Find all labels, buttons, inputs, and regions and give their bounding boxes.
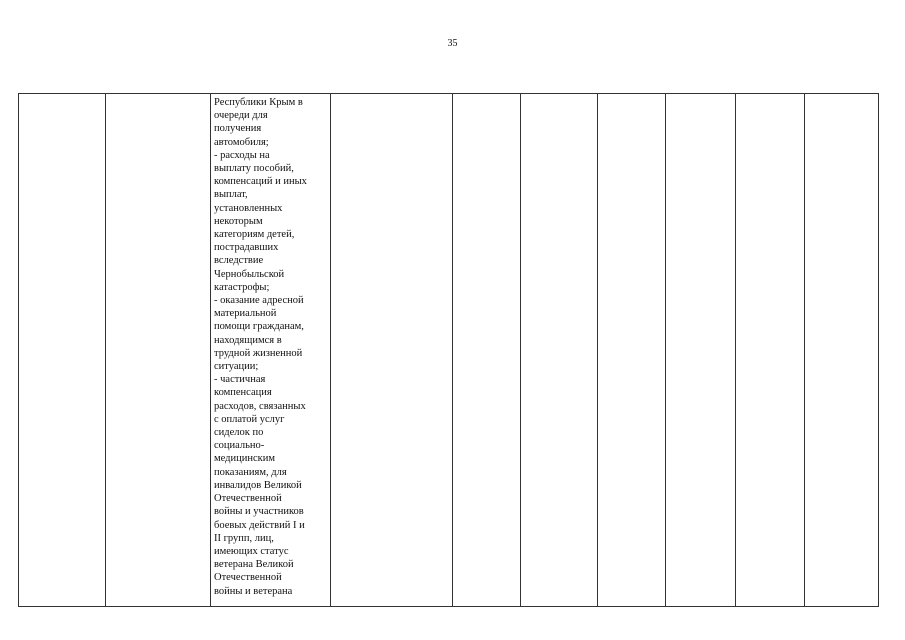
table-cell-7 (598, 94, 666, 607)
page-number: 35 (447, 38, 458, 49)
table-cell-4 (331, 94, 453, 607)
table-cell-description (211, 94, 331, 607)
table-cell-8 (666, 94, 736, 607)
table-row (19, 94, 879, 607)
table-cell-1 (19, 94, 106, 607)
table-cell-6 (521, 94, 598, 607)
table-cell-9 (736, 94, 805, 607)
table-cell-10 (805, 94, 879, 607)
document-table (18, 93, 879, 607)
table-cell-5 (453, 94, 521, 607)
description-text: Республики Крым в очереди для получения автомобиля; - расходы на выплату пособий, компенсаций и иных выплат, установленных некоторым категориям детей, пострадавших вследствие Чернобыльской катастрофы; - оказание адресной материальной помощи гражданам, находящимся в трудной жизненной ситуации; - частичная компенсация расходов, связанных с оплатой услуг сиделок по социально- медицинским показаниям, для инвалидов Великой Отечественной войны и участников боевых действий I и II групп, лиц, имеющих статус ветерана Великой Отечественной войны и ветерана (214, 97, 307, 597)
table-cell-2 (106, 94, 211, 607)
